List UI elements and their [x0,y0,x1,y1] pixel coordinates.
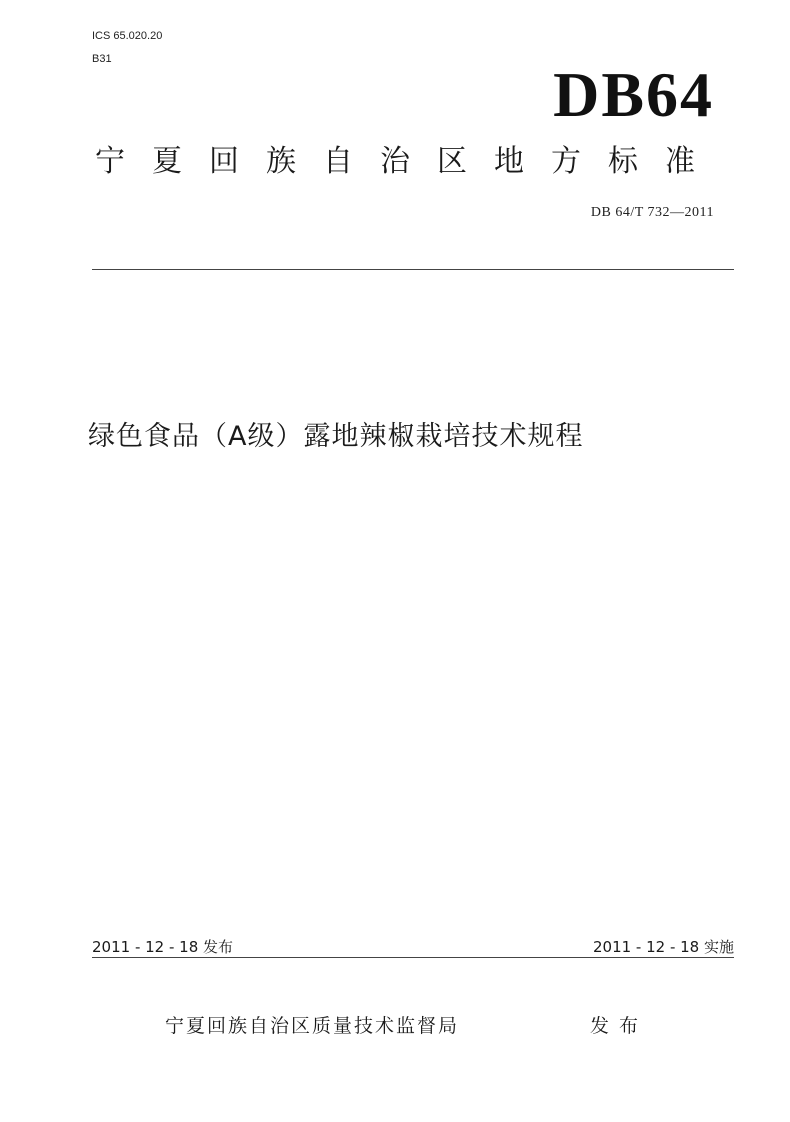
header-divider [92,269,734,270]
footer-divider [92,957,734,958]
standard-category-title: 宁夏回族自治区地方标准 [95,144,722,179]
implement-date: 2011 - 12 - 18 实施 [592,938,734,956]
document-title: 绿色食品（A级）露地辣椒栽培技术规程 [88,421,584,452]
issuing-authority: 宁夏回族自治区质量技术监督局 [165,1015,460,1037]
ccs-code: B31 [92,53,112,65]
publish-label: 发布 [590,1015,649,1037]
standard-code-logo: DB64 [553,59,714,130]
issue-date: 2011 - 12 - 18 发布 [92,938,234,956]
standard-number: DB 64/T 732—2011 [590,205,714,220]
ics-code: ICS 65.020.20 [92,30,163,42]
